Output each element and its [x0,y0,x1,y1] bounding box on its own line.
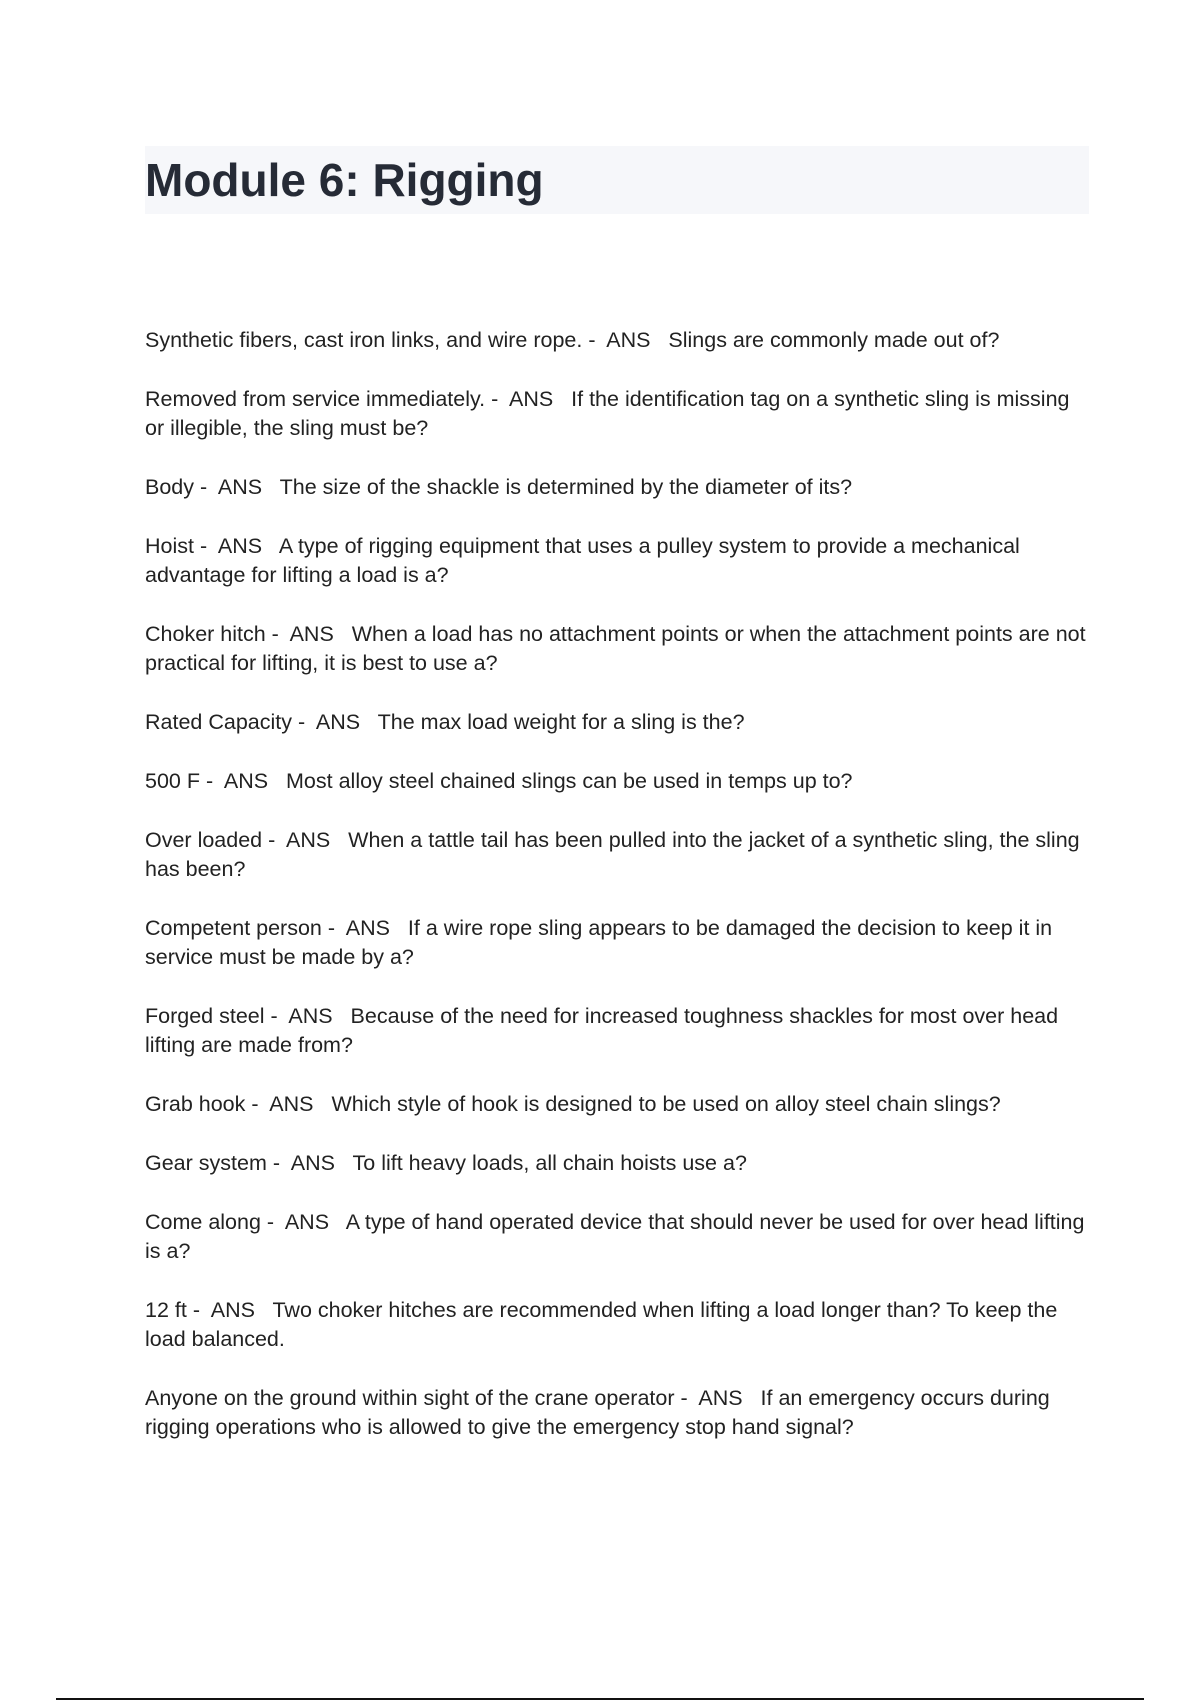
qa-answer: Over loaded [145,828,263,852]
qa-item [145,1208,1093,1266]
qa-answer: Removed from service immediately. [145,387,486,411]
qa-separator: - ANS [199,769,287,793]
qa-item [145,1296,1093,1354]
qa-answer: 12 ft [145,1298,187,1322]
qa-question: If an emergency occurs during rigging operations who is allowed to give the emergency stop hand signal? [145,1386,1050,1439]
qa-answer: Rated Capacity [145,710,292,734]
qa-question: When a load has no attachment points or when the attachment points are not practical for lifting, it is best to use a? [145,622,1086,675]
qa-item [145,620,1093,678]
qa-item [145,385,1093,443]
qa-answer: Come along [145,1210,261,1234]
qa-separator: - ANS [674,1386,761,1410]
qa-separator: - ANS [245,1092,332,1116]
qa-separator: - ANS [582,328,669,352]
title-band [145,146,1089,214]
qa-question: The size of the shackle is determined by the diameter of its? [279,475,853,499]
qa-question: Slings are commonly made out of? [668,328,1000,352]
qa-answer: Gear system [145,1151,267,1175]
qa-item [145,1090,1093,1119]
qa-answer: Competent person [145,916,322,940]
qa-question: Because of the need for increased toughness shackles for most over head lifting are made from? [145,1004,1059,1057]
qa-answer: Hoist [145,534,194,558]
qa-separator: - ANS [292,710,378,734]
qa-question: A type of rigging equipment that uses a pulley system to provide a mechanical advantage for lifting a load is a? [145,534,1020,587]
qa-item [145,473,1093,502]
qa-item [145,708,1093,737]
qa-item [145,532,1093,590]
qa-question: If a wire rope sling appears to be damaged the decision to keep it in service must be made by a? [145,916,1053,969]
qa-separator: - ANS [485,387,572,411]
qa-separator: - ANS [262,828,349,852]
qa-question: When a tattle tail has been pulled into the jacket of a synthetic sling, the sling has been? [145,828,1080,881]
qa-item [145,914,1093,972]
qa-separator: - ANS [186,1298,273,1322]
qa-separator: - ANS [260,1210,346,1234]
qa-item [145,767,1093,796]
page-title: Module 6: Rigging [145,154,544,206]
qa-list [145,326,1093,1472]
qa-question: If the identification tag on a synthetic sling is missing or illegible, the sling must be? [145,387,1070,440]
qa-question: To lift heavy loads, all chain hoists use a? [352,1151,747,1175]
qa-answer: Synthetic fibers, cast iron links, and wire rope. [145,328,583,352]
qa-item [145,1149,1093,1178]
qa-separator: - ANS [321,916,408,940]
qa-question: The max load weight for a sling is the? [377,710,745,734]
qa-item [145,1002,1093,1060]
qa-answer: Choker hitch [145,622,266,646]
qa-answer: Grab hook [145,1092,246,1116]
qa-item [145,326,1093,355]
qa-separator: - ANS [193,534,279,558]
qa-answer: 500 F [145,769,200,793]
qa-question: Two choker hitches are recommended when lifting a load longer than? To keep the load balanced. [145,1298,1058,1351]
qa-separator: - ANS [194,475,280,499]
qa-separator: - ANS [266,1151,353,1175]
qa-question: Which style of hook is designed to be used on alloy steel chain slings? [331,1092,1001,1116]
qa-separator: - ANS [264,1004,351,1028]
qa-separator: - ANS [265,622,352,646]
qa-question: A type of hand operated device that should never be used for over head lifting is a? [145,1210,1085,1263]
qa-answer: Forged steel [145,1004,265,1028]
qa-question: Most alloy steel chained slings can be used in temps up to? [286,769,853,793]
qa-answer: Body [145,475,195,499]
qa-item [145,1384,1093,1442]
qa-item [145,826,1093,884]
qa-answer: Anyone on the ground within sight of the crane operator [145,1386,675,1410]
